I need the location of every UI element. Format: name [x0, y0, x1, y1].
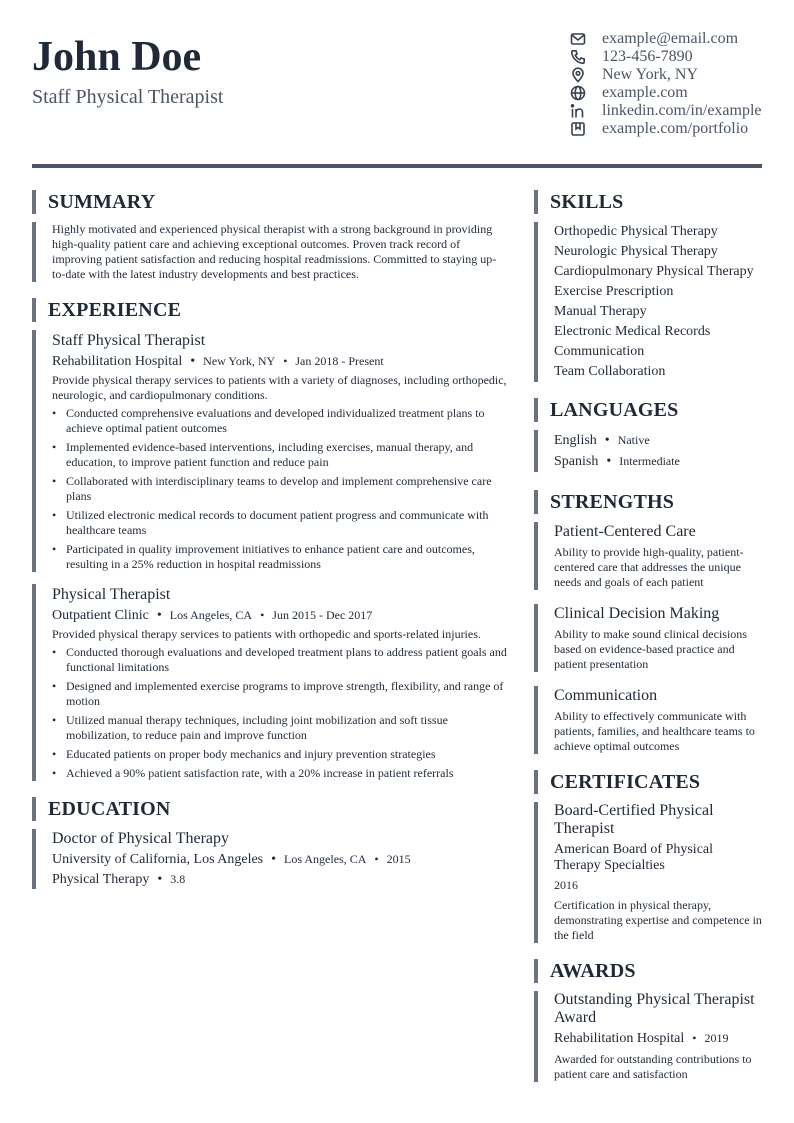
language-level: Native [617, 433, 650, 447]
contact-linkedin[interactable] [570, 102, 770, 120]
separator-dot: • [157, 872, 163, 887]
list-item: • Designed and implemented exercise programs to improve strength, flexibility, and range of motion [52, 679, 508, 709]
language-name: Spanish [554, 454, 599, 469]
education-gpa: 3.8 [170, 872, 186, 886]
strength-title: Communication [554, 687, 658, 704]
contact-list [570, 30, 770, 138]
language-item [554, 451, 762, 472]
job-dates: Jan 2018 - Present [295, 354, 384, 368]
language-item [554, 430, 762, 451]
certificate-item [534, 802, 762, 943]
award-item [534, 991, 762, 1082]
separator-dot: • [156, 608, 162, 623]
job-description: Provided physical therapy services to patients with orthopedic and sports-related injuries. [52, 627, 481, 641]
certificates-heading: CERTIFICATES [534, 770, 762, 794]
contact-linkedin-text[interactable]: linkedin.com/in/example [602, 102, 762, 119]
list-item: • Conducted thorough evaluations and developed treatment plans to address patient goals and functional limitations [52, 645, 508, 675]
map-pin-icon [570, 67, 586, 83]
contact-location [570, 66, 770, 84]
strength-item [534, 604, 762, 672]
separator-dot: • [190, 354, 196, 369]
phone-icon [570, 49, 586, 65]
separator-dot: • [260, 608, 265, 622]
list-item: • Educated patients on proper body mechanics and injury prevention strategies [52, 747, 508, 762]
mail-icon [570, 31, 586, 47]
language-level: Intermediate [619, 454, 680, 468]
list-item: • Collaborated with interdisciplinary teams to develop and implement comprehensive care plans [52, 474, 508, 504]
job-company: Rehabilitation Hospital [52, 354, 183, 369]
skills-section [534, 222, 762, 382]
strength-description: Ability to make sound clinical decisions based on evidence-based practice and patient presentation [554, 627, 747, 671]
job-company: Outpatient Clinic [52, 608, 149, 623]
job-title: Staff Physical Therapist [52, 332, 206, 349]
certificate-issuer: American Board of Physical Therapy Specialties [554, 842, 714, 873]
education-field-row [52, 870, 508, 889]
job-description: Provide physical therapy services to patients with a variety of diagnoses, including orthopedic, neurologic, and cardiopulmonary conditions. [52, 373, 507, 402]
strength-item [534, 522, 762, 590]
skill-item: Manual Therapy [554, 304, 647, 319]
candidate-name: John Doe [32, 34, 202, 80]
award-issuer: Rehabilitation Hospital [554, 1031, 685, 1046]
languages-section [534, 430, 762, 472]
contact-website-text[interactable]: example.com [602, 84, 688, 101]
linkedin-icon [570, 103, 586, 119]
resume-header [32, 30, 762, 150]
contact-portfolio-text[interactable]: example.com/portfolio [602, 120, 749, 137]
skill-item: Team Collaboration [554, 364, 666, 379]
strength-title: Patient-Centered Care [554, 523, 696, 540]
contact-location-text: New York, NY [602, 66, 699, 83]
list-item: • Utilized electronic medical records to document patient progress and communicate with healthcare teams [52, 508, 508, 538]
award-title: Outstanding Physical Therapist Award [554, 991, 755, 1026]
strength-item [534, 686, 762, 754]
list-item: • Implemented evidence-based interventions, including exercises, manual therapy, and education, to improve patient function and reduce pain [52, 440, 508, 470]
education-degree: Doctor of Physical Therapy [52, 830, 229, 847]
skills-heading: SKILLS [534, 190, 762, 214]
award-meta [554, 1031, 762, 1047]
education-year: 2015 [386, 852, 411, 866]
job-location: Los Angeles, CA [169, 608, 253, 622]
list-item: • Conducted comprehensive evaluations and developed individualized treatment plans to achieve optimal patient outcomes [52, 406, 508, 436]
job-title: Physical Therapist [52, 586, 171, 603]
separator-dot: • [374, 852, 379, 866]
separator-dot: • [604, 433, 610, 448]
main-column [32, 190, 508, 889]
portfolio-icon [570, 121, 586, 137]
job-dates: Jun 2015 - Dec 2017 [272, 608, 373, 622]
contact-website[interactable] [570, 84, 770, 102]
job-meta [52, 352, 508, 371]
award-description: Awarded for outstanding contributions to patient care and satisfaction [554, 1052, 752, 1081]
skill-item: Cardiopulmonary Physical Therapy [554, 264, 754, 279]
language-name: English [554, 433, 597, 448]
education-meta [52, 850, 508, 869]
strength-title: Clinical Decision Making [554, 605, 720, 622]
certificate-description: Certification in physical therapy, demonstrating expertise and competence in the field [554, 898, 762, 942]
education-school: University of California, Los Angeles [52, 852, 264, 867]
skill-item: Exercise Prescription [554, 284, 674, 299]
list-item: • Achieved a 90% patient satisfaction rate, with a 20% increase in patient referrals [52, 766, 508, 781]
job-location: New York, NY [203, 354, 276, 368]
header-divider [32, 164, 762, 168]
skill-item: Orthopedic Physical Therapy [554, 224, 718, 239]
globe-icon [570, 85, 586, 101]
languages-heading: LANGUAGES [534, 398, 762, 422]
education-location: Los Angeles, CA [284, 852, 367, 866]
job-bullets [52, 645, 508, 781]
job-bullets [52, 406, 508, 572]
education-section [32, 829, 508, 889]
skill-item: Neurologic Physical Therapy [554, 244, 718, 259]
experience-heading: EXPERIENCE [32, 298, 508, 322]
candidate-title: Staff Physical Therapist [32, 86, 224, 108]
summary-heading: SUMMARY [32, 190, 508, 214]
awards-heading: AWARDS [534, 959, 762, 983]
contact-email-text[interactable]: example@email.com [602, 30, 739, 47]
summary-section [32, 222, 508, 282]
separator-dot: • [271, 852, 277, 867]
contact-portfolio[interactable] [570, 120, 770, 138]
education-heading: EDUCATION [32, 797, 508, 821]
strengths-heading: STRENGTHS [534, 490, 762, 514]
contact-phone-text[interactable]: 123-456-7890 [602, 48, 693, 65]
strength-description: Ability to effectively communicate with patients, families, and healthcare teams to achieve optimal outcomes [554, 709, 755, 753]
education-field: Physical Therapy [52, 872, 150, 887]
job-entry [32, 584, 508, 781]
list-item: • Utilized manual therapy techniques, including joint mobilization and soft tissue mobilization, to reduce pain and improve function [52, 713, 508, 743]
separator-dot: • [606, 454, 612, 469]
contact-phone[interactable] [570, 48, 770, 66]
separator-dot: • [692, 1031, 697, 1045]
list-item: • Participated in quality improvement initiatives to enhance patient care and outcomes, resulting in a 25% reduction in hospital readmissions [52, 542, 508, 572]
job-entry [32, 330, 508, 572]
strength-description: Ability to provide high-quality, patient-centered care that addresses the unique needs and goals of each patient [554, 545, 744, 589]
job-meta [52, 606, 508, 625]
summary-text: Highly motivated and experienced physical therapist with a strong background in providing high-quality patient care and achieving exceptional outcomes. Proven track record of improving patient satisfaction and reducing hospital readmissions. Committed to staying up-to-date with the latest industry developments and best practices. [52, 222, 497, 281]
side-column [534, 190, 762, 1082]
award-year: 2019 [704, 1031, 729, 1045]
contact-email[interactable] [570, 30, 770, 48]
skill-item: Electronic Medical Records [554, 324, 711, 339]
certificate-year: 2016 [554, 878, 578, 892]
skill-item: Communication [554, 344, 645, 359]
separator-dot: • [283, 354, 288, 368]
certificate-title: Board-Certified Physical Therapist [554, 802, 714, 837]
